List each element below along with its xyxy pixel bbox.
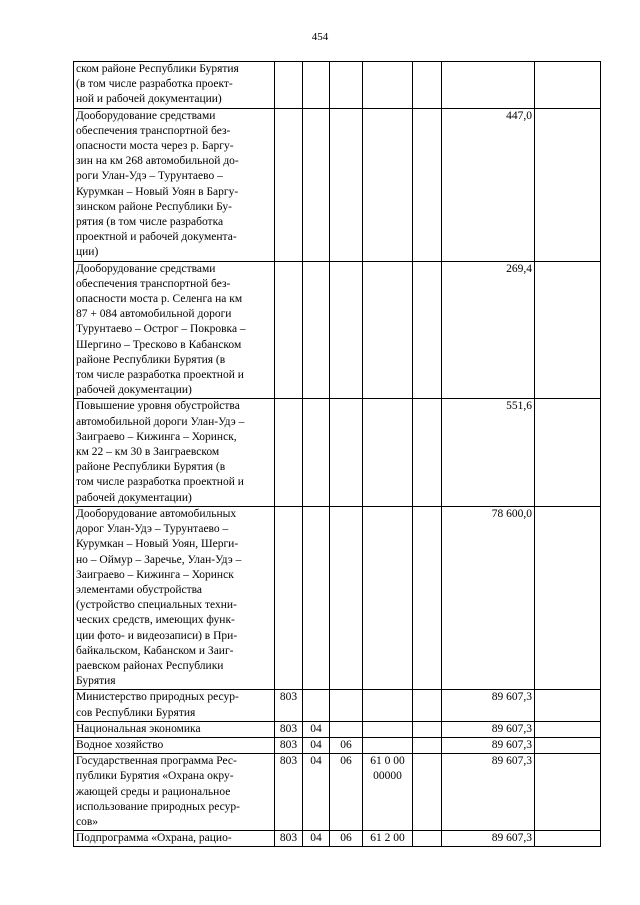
name-line: Шергино – Тресково в Кабанском xyxy=(76,338,242,351)
table-row xyxy=(74,831,601,847)
name-line: сов» xyxy=(76,815,99,828)
name-line: публики Бурятия «Охрана окру- xyxy=(76,770,234,783)
table-row xyxy=(74,737,601,753)
name-line: Водное хозяйство xyxy=(76,738,164,751)
extra-cell xyxy=(535,261,601,399)
section-code-cell: 04 xyxy=(303,737,330,753)
subsection-code-cell: 06 xyxy=(330,737,363,753)
name-line: ции фото- и видеозаписи) в При- xyxy=(76,629,238,642)
target-article-cell xyxy=(363,690,413,721)
ministry-code-cell xyxy=(275,506,303,689)
name-line: том числе разработка проектной и xyxy=(76,476,244,489)
target-article-line: 00000 xyxy=(373,770,402,783)
name-line: ском районе Республики Бурятия xyxy=(76,63,239,75)
expense-type-cell xyxy=(413,754,442,831)
row-name-cell xyxy=(74,754,275,831)
row-name-cell xyxy=(74,261,275,399)
name-line: опасности моста р. Селенга на км xyxy=(76,293,243,306)
name-line: (в том числе разработка проект- xyxy=(76,78,233,91)
target-article-cell xyxy=(363,62,413,109)
name-line: рабочей документации) xyxy=(76,384,192,397)
expense-type-cell xyxy=(413,831,442,847)
extra-cell xyxy=(535,62,601,109)
expense-type-cell xyxy=(413,62,442,109)
name-line: обеспечения транспортной без- xyxy=(76,277,231,290)
name-line: ной и рабочей документации) xyxy=(76,93,222,106)
expense-type-cell xyxy=(413,721,442,737)
name-line: элементами обустройства xyxy=(76,583,203,596)
table-row xyxy=(74,62,601,109)
table-row xyxy=(74,721,601,737)
section-code-cell xyxy=(303,399,330,506)
target-article-cell xyxy=(363,108,413,261)
name-line: Бурятия xyxy=(76,675,116,688)
ministry-code-cell: 803 xyxy=(275,754,303,831)
name-line: Турунтаево – Острог – Покровка – xyxy=(76,323,246,336)
name-line: роги Улан-Удэ – Турунтаево – xyxy=(76,170,223,183)
amount-cell: 89 607,3 xyxy=(442,754,535,831)
name-line: 87 + 084 автомобильной дороги xyxy=(76,308,232,321)
extra-cell xyxy=(535,108,601,261)
section-code-cell: 04 xyxy=(303,721,330,737)
subsection-code-cell xyxy=(330,690,363,721)
ministry-code-cell: 803 xyxy=(275,721,303,737)
ministry-code-cell: 803 xyxy=(275,831,303,847)
expense-type-cell xyxy=(413,261,442,399)
name-line: использование природных ресур- xyxy=(76,800,240,813)
subsection-code-cell: 06 xyxy=(330,831,363,847)
name-line: ции) xyxy=(76,246,99,259)
ministry-code-cell xyxy=(275,62,303,109)
name-line: районе Республики Бурятия (в xyxy=(76,461,226,474)
name-line: Курумкан – Новый Уоян, Шерги- xyxy=(76,538,239,551)
section-code-cell xyxy=(303,690,330,721)
name-line: дорог Улан-Удэ – Турунтаево – xyxy=(76,523,229,536)
name-line: автомобильной дороги Улан-Удэ – xyxy=(76,415,245,428)
row-name-cell xyxy=(74,108,275,261)
name-line: Дооборудование средствами xyxy=(76,109,216,122)
name-line: Заиграево – Кижинга – Хоринск, xyxy=(76,430,237,443)
name-line: рабочей документации) xyxy=(76,491,192,504)
amount-cell: 89 607,3 xyxy=(442,737,535,753)
section-code-cell xyxy=(303,108,330,261)
ministry-code-cell xyxy=(275,399,303,506)
name-line: сов Республики Бурятия xyxy=(76,706,196,719)
row-name-cell xyxy=(74,62,275,109)
amount-cell: 269,4 xyxy=(442,261,535,399)
table-row xyxy=(74,399,601,506)
target-article-cell xyxy=(363,261,413,399)
subsection-code-cell xyxy=(330,62,363,109)
subsection-code-cell xyxy=(330,399,363,506)
row-name-cell xyxy=(74,737,275,753)
amount-cell: 78 600,0 xyxy=(442,506,535,689)
budget-table-body xyxy=(74,62,601,847)
name-line: (устройство специальных техни- xyxy=(76,599,237,612)
table-row xyxy=(74,261,601,399)
name-line: проектной и рабочей документа- xyxy=(76,231,237,244)
page-number: 454 xyxy=(311,31,329,43)
row-name-cell xyxy=(74,690,275,721)
table-row xyxy=(74,108,601,261)
name-line: но – Оймур – Заречье, Улан-Удэ – xyxy=(76,553,242,566)
name-line: раевском районах Республики xyxy=(76,659,224,672)
extra-cell xyxy=(535,399,601,506)
amount-cell: 551,6 xyxy=(442,399,535,506)
name-line: том числе разработка проектной и xyxy=(76,369,244,382)
name-line: районе Республики Бурятия (в xyxy=(76,353,226,366)
name-line: жающей среды и рациональное xyxy=(76,785,231,798)
section-code-cell xyxy=(303,506,330,689)
name-line: км 22 – км 30 в Заиграевском xyxy=(76,446,220,459)
expense-type-cell xyxy=(413,737,442,753)
target-article-cell xyxy=(363,831,413,847)
expense-type-cell xyxy=(413,108,442,261)
row-name-cell xyxy=(74,399,275,506)
name-line: Министерство природных ресур- xyxy=(76,691,239,704)
name-line: опасности моста через р. Баргу- xyxy=(76,140,234,153)
target-article-cell xyxy=(363,737,413,753)
name-line: Заиграево – Кижинга – Хоринск xyxy=(76,568,234,581)
expense-type-cell xyxy=(413,399,442,506)
name-line: зинском районе Республики Бу- xyxy=(76,200,232,213)
name-line: рятия (в том числе разработка xyxy=(76,216,224,229)
section-code-cell xyxy=(303,62,330,109)
section-code-cell xyxy=(303,261,330,399)
extra-cell xyxy=(535,721,601,737)
extra-cell xyxy=(535,737,601,753)
subsection-code-cell: 06 xyxy=(330,754,363,831)
table-row xyxy=(74,754,601,831)
table-row xyxy=(74,506,601,689)
table-row xyxy=(74,690,601,721)
amount-cell: 89 607,3 xyxy=(442,831,535,847)
expense-type-cell xyxy=(413,690,442,721)
name-line: Подпрограмма «Охрана, рацио- xyxy=(76,832,232,845)
extra-cell xyxy=(535,831,601,847)
row-name-cell xyxy=(74,506,275,689)
target-article-cell xyxy=(363,754,413,831)
ministry-code-cell: 803 xyxy=(275,690,303,721)
row-name-cell xyxy=(74,721,275,737)
amount-cell: 89 607,3 xyxy=(442,721,535,737)
target-article-cell xyxy=(363,506,413,689)
amount-cell xyxy=(442,62,535,109)
extra-cell xyxy=(535,690,601,721)
target-article-line: 61 2 00 xyxy=(370,832,405,845)
amount-cell: 89 607,3 xyxy=(442,690,535,721)
row-name-cell xyxy=(74,831,275,847)
target-article-line: 61 0 00 xyxy=(370,755,405,768)
subsection-code-cell xyxy=(330,506,363,689)
name-line: Повышение уровня обустройства xyxy=(76,400,240,413)
name-line: Курумкан – Новый Уоян в Баргу- xyxy=(76,185,239,198)
extra-cell xyxy=(535,506,601,689)
name-line: байкальском, Кабанском и Заиг- xyxy=(76,644,234,657)
extra-cell xyxy=(535,754,601,831)
name-line: Дооборудование автомобильных xyxy=(76,507,237,520)
ministry-code-cell xyxy=(275,108,303,261)
name-line: ческих средств, имеющих функ- xyxy=(76,614,235,627)
budget-table xyxy=(73,61,601,847)
target-article-cell xyxy=(363,399,413,506)
name-line: зин на км 268 автомобильной до- xyxy=(76,155,239,168)
target-article-cell xyxy=(363,721,413,737)
name-line: Дооборудование средствами xyxy=(76,262,216,275)
expense-type-cell xyxy=(413,506,442,689)
ministry-code-cell xyxy=(275,261,303,399)
subsection-code-cell xyxy=(330,721,363,737)
ministry-code-cell: 803 xyxy=(275,737,303,753)
section-code-cell: 04 xyxy=(303,831,330,847)
amount-cell: 447,0 xyxy=(442,108,535,261)
name-line: Национальная экономика xyxy=(76,722,201,735)
section-code-cell: 04 xyxy=(303,754,330,831)
name-line: Государственная программа Рес- xyxy=(76,755,237,768)
subsection-code-cell xyxy=(330,108,363,261)
subsection-code-cell xyxy=(330,261,363,399)
name-line: обеспечения транспортной без- xyxy=(76,124,231,137)
